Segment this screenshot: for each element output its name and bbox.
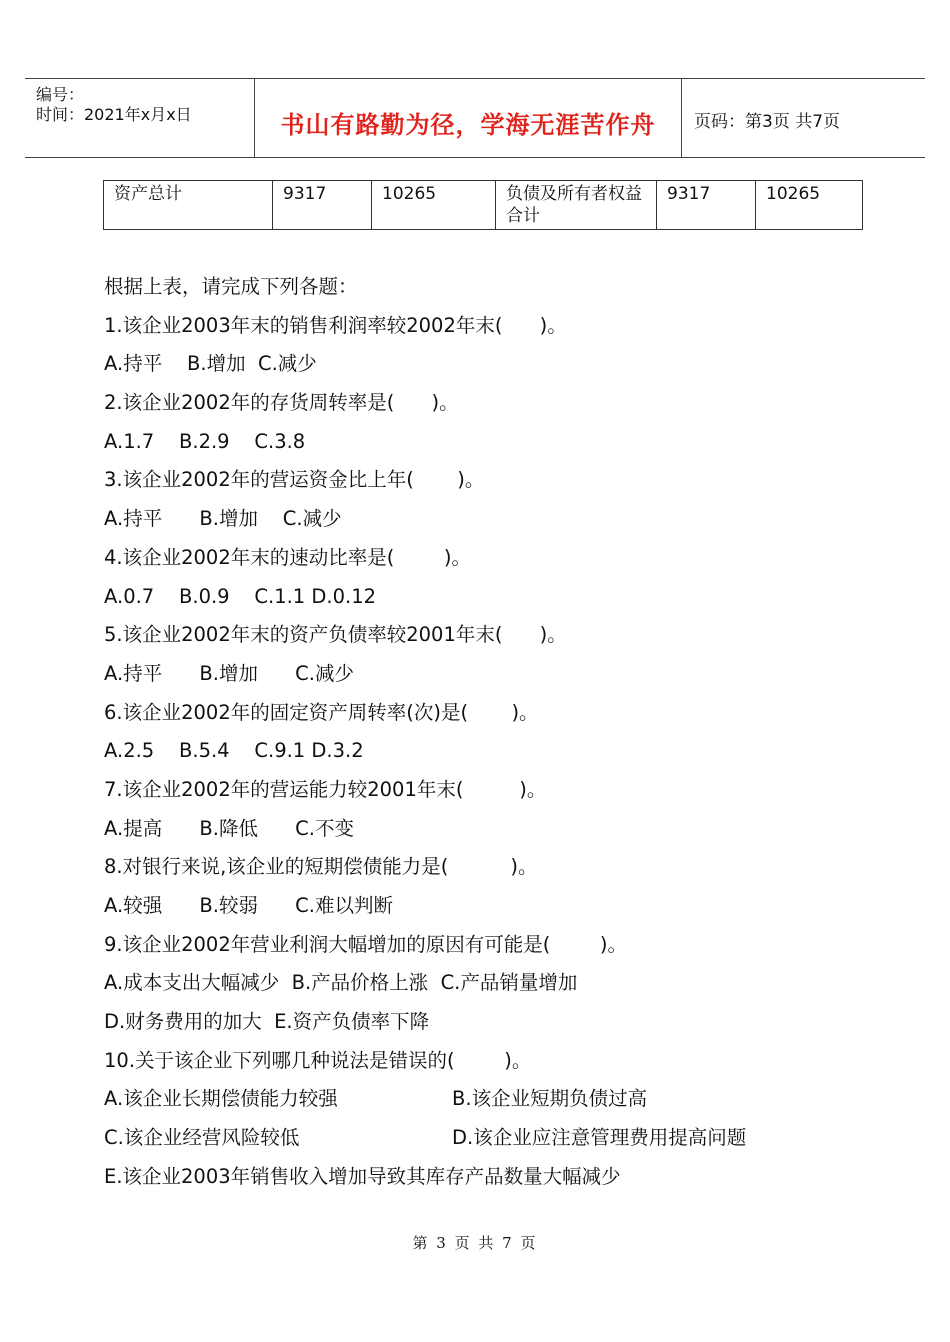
question-list <box>104 268 924 1197</box>
option-c: C.该企业经营风险较低 <box>104 1126 300 1150</box>
table-row <box>104 181 863 230</box>
answer-options: A.2.5 B.5.4 C.9.1 D.3.2 <box>104 739 364 763</box>
question-text: 2.该企业2002年的存货周转率是( )。 <box>104 391 459 415</box>
header-page-cell <box>681 79 925 157</box>
motto: 书山有路勤为径，学海无涯苦作舟 <box>280 111 656 139</box>
answer-options: D.财务费用的加大 E.资产负债率下降 <box>104 1010 430 1034</box>
question-text: 8.对银行来说,该企业的短期偿债能力是( )。 <box>104 855 538 879</box>
table-cell: 10265 <box>756 181 863 230</box>
question-text: 9.该企业2002年营业利润大幅增加的原因有可能是( )。 <box>104 932 628 956</box>
number-label: 编号： <box>36 85 85 104</box>
page-header <box>25 78 925 158</box>
table-cell: 负债及所有者权益合计 <box>496 181 657 230</box>
question-text: 4.该企业2002年末的速动比率是( )。 <box>104 545 472 569</box>
answer-options: A.较强 B.较弱 C.难以判断 <box>104 894 393 917</box>
question-text: 5.该企业2002年末的资产负债率较2001年末( )。 <box>104 623 567 647</box>
question-text: 6.该企业2002年的固定资产周转率(次)是( )。 <box>104 700 539 724</box>
option-b: B.该企业短期负债过高 <box>452 1087 648 1111</box>
answer-options: A.1.7 B.2.9 C.3.8 <box>104 429 306 453</box>
table-cell: 资产总计 <box>104 181 273 230</box>
answer-options-row <box>104 1080 924 1119</box>
page-code: 页码：第3页 共7页 <box>694 112 841 132</box>
option-e: E.该企业2003年销售收入增加导致其库存产品数量大幅减少 <box>104 1164 621 1188</box>
option-d: D.该企业应注意管理费用提高问题 <box>452 1126 747 1150</box>
answer-options: A.0.7 B.0.9 C.1.1 D.0.12 <box>104 584 377 608</box>
answer-options: A.提高 B.降低 C.不变 <box>104 816 354 840</box>
table-cell: 10265 <box>372 181 496 230</box>
answer-options: A.持平 B.增加 C.减少 <box>104 352 317 376</box>
answer-options-row <box>104 1119 924 1158</box>
answer-options: A.持平 B.增加 C.减少 <box>104 661 354 685</box>
question-text: 10.关于该企业下列哪几种说法是错误的( )。 <box>104 1048 532 1072</box>
question-text: 7.该企业2002年的营运能力较2001年末( )。 <box>104 777 547 801</box>
header-motto-cell <box>254 79 682 157</box>
totals-table <box>103 180 863 230</box>
question-text: 3.该企业2002年的营运资金比上年( )。 <box>104 468 485 492</box>
answer-options: A.持平 B.增加 C.减少 <box>104 507 342 531</box>
intro-text: 根据上表，请完成下列各题： <box>104 275 358 298</box>
question-text: 1.该企业2003年末的销售利润率较2002年末( )。 <box>104 313 567 337</box>
time-label: 时间：2021年x月x日 <box>36 105 192 124</box>
table-cell: 9317 <box>273 181 372 230</box>
option-a: A.该企业长期偿债能力较强 <box>104 1087 338 1111</box>
page-footer: 第 3 页 共 7 页 <box>412 1234 538 1252</box>
answer-options: A.成本支出大幅减少 B.产品价格上涨 C.产品销量增加 <box>104 971 578 995</box>
header-meta <box>25 79 254 157</box>
table-cell: 9317 <box>657 181 756 230</box>
